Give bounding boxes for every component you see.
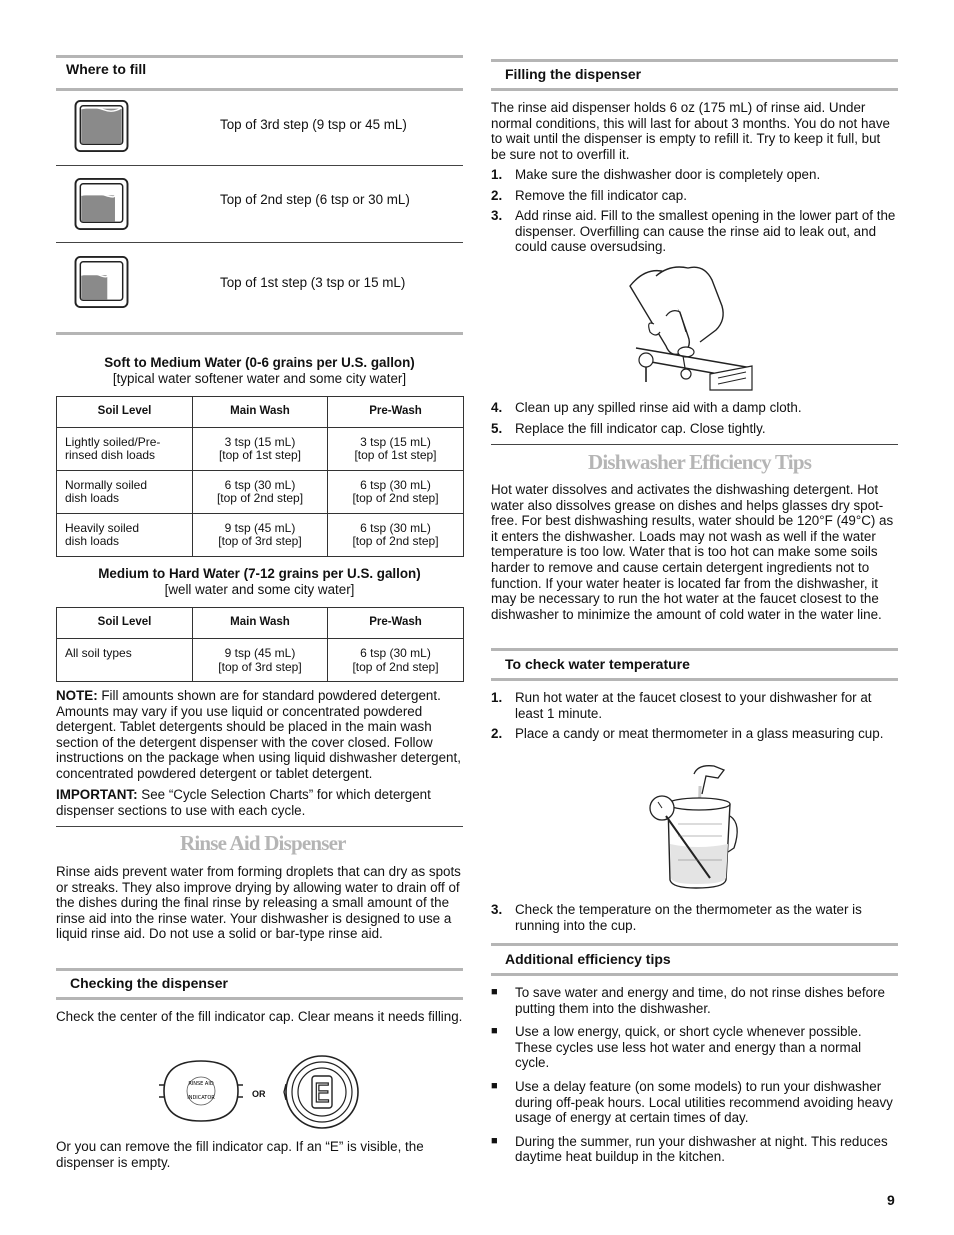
fill-level-label: Top of 3rd step (9 tsp or 45 mL) [220,117,407,132]
list-item [491,726,898,742]
column-header: Main Wash [193,608,328,639]
step-text: Make sure the dishwasher door is completely open. [515,167,821,182]
important-text: See “Cycle Selection Charts” for which detergent dispenser sections to use with each cycle. [56,787,431,818]
bullet-icon: ■ [491,986,498,998]
table-header-row [57,397,464,428]
step-number: 3. [491,902,503,917]
table-cell: 9 tsp (45 mL) [top of 3rd step] [193,639,328,682]
section-top-rule [56,55,463,58]
additional-tips-heading: Additional efficiency tips [505,951,671,967]
heading-rule [56,968,463,971]
temperature-steps-list [491,690,898,747]
page-number: 9 [887,1192,895,1208]
tip-text: Use a delay feature (on some models) to run your dishwasher during off-peak hours. Local utilities recommend avoiding heavy usage of energy at certain times of day. [515,1078,893,1126]
fill-level-label: Top of 2nd step (6 tsp or 30 mL) [220,192,410,207]
list-item [491,1134,898,1165]
step-text: Check the temperature on the thermometer as the water is running into the cup. [515,902,862,933]
tip-text: To save water and energy and time, do not rinse dishes before putting them into the dishwasher. [515,985,885,1016]
important-paragraph [56,787,464,818]
pouring-rinse-aid-illustration [626,262,754,392]
table-cell: Heavily soiled dish loads [57,514,193,557]
svg-text:INDICATOR: INDICATOR [187,1095,215,1101]
table-cell: Normally soiled dish loads [57,471,193,514]
fill-level-row [56,243,463,319]
step-text: Remove the fill indicator cap. [515,187,687,203]
where-to-fill-heading: Where to fill [66,61,147,77]
step-number: 2. [491,726,503,742]
svg-text:RINSE AID: RINSE AID [188,1081,214,1087]
step-number: 4. [491,400,503,415]
step-text: Replace the fill indicator cap. Close tightly. [515,420,766,436]
fill-indicator-cap-icon [156,1055,246,1127]
step-number: 3. [491,208,503,224]
heading-rule [491,943,898,946]
column-header: Main Wash [193,397,328,428]
filling-dispenser-heading: Filling the dispenser [505,66,642,82]
column-header: Soil Level [57,608,193,639]
step-number: 1. [491,167,503,182]
heading-rule [491,973,898,976]
section-divider [491,444,898,445]
table-cell: 6 tsp (30 mL) [top of 2nd step] [328,514,464,557]
heading-rule [56,997,463,1000]
temperature-steps-list-continued [491,902,898,938]
cap-letter: E [313,1079,331,1109]
soft-water-table [56,396,464,557]
soft-water-title: Soft to Medium Water (0-6 grains per U.S. gallon) [104,355,415,370]
table-cell: 3 tsp (15 mL) [top of 1st step] [328,428,464,471]
column-header: Pre-Wash [328,608,464,639]
list-item [491,985,898,1016]
note-text: Fill amounts shown are for standard powdered detergent. Amounts may vary if you use liquid or concentrated powdered detergent. Tablet detergents should be placed in the main wash section of the detergent dispenser with the cover closed. Follow instructions on the package when using liquid dishwasher detergent, concentrated powdered detergent or tablet detergent. [56,688,461,781]
remove-cap-text: Or you can remove the fill indicator cap. If an “E” is visible, the dispenser is empty. [56,1139,424,1170]
column-header: Soil Level [57,397,193,428]
note-label: NOTE: [56,688,98,703]
tip-text: During the summer, run your dishwasher at night. This reduces daytime heat buildup in the kitchen. [515,1133,888,1165]
heading-rule [491,59,898,62]
fill-level-row [56,166,463,242]
rinse-aid-title: Rinse Aid Dispenser [180,831,346,855]
table-cell: 3 tsp (15 mL) [top of 1st step] [193,428,328,471]
list-item [491,690,898,721]
heading-rule [491,678,898,681]
bullet-icon: ■ [491,1079,498,1092]
dispenser-3rd-step-icon [74,100,129,152]
list-item [491,208,898,255]
step-text: Run hot water at the faucet closest to your dishwasher for at least 1 minute. [515,690,872,721]
table-row [57,428,464,471]
efficiency-tips-title: Dishwasher Efficiency Tips [588,450,812,474]
step-number: 5. [491,420,503,436]
table-cell: 6 tsp (30 mL) [top of 2nd step] [328,471,464,514]
step-text: Clean up any spilled rinse aid with a damp cloth. [515,400,802,415]
table-cell: Lightly soiled/Pre- rinsed dish loads [57,428,193,471]
soft-water-subtitle: [typical water softener water and some city water] [112,371,407,386]
measuring-cup-thermometer-illustration [648,764,744,894]
checking-dispenser-heading: Checking the dispenser [70,975,228,991]
checking-text: Check the center of the fill indicator cap. Clear means it needs filling. [56,1009,463,1024]
list-item [491,400,898,416]
list-item [491,421,898,437]
bullet-icon: ■ [491,1025,498,1038]
step-number: 1. [491,690,503,705]
hard-water-title: Medium to Hard Water (7-12 grains per U.S. gallon) [98,566,421,581]
efficiency-intro: Hot water dissolves and activates the dishwashing detergent. Hot water also dissolves grease on dishes and helps glasses dry spot-free. For best dishwashing results, water should be 120°F (49°C) as it enters the dishwasher. Loads may not wash as well if the water temperature is too low. Water that is too hot can make some soils harder to remove and cause certain detergent ingredients not to function. If your water heater is located far from the dishwasher, it may be necessary to run the hot water at the faucet closest to the dishwasher to minimize the amount of cold water in the water line. [491,482,894,622]
table-row [57,639,464,682]
list-item [491,1024,898,1071]
table-cell: 6 tsp (30 mL) [top of 2nd step] [328,639,464,682]
water-temperature-heading: To check water temperature [505,656,690,672]
filling-intro: The rinse aid dispenser holds 6 oz (175 mL) of rinse aid. Under normal conditions, this will last for about 3 months. You do not have to wait until the dispenser is empty to refill it. Try to keep it full, but be sure not to overfill it. [491,100,890,162]
list-item [491,167,898,183]
note-paragraph [56,688,464,782]
section-divider [56,826,463,827]
table-cell: 9 tsp (45 mL) [top of 3rd step] [193,514,328,557]
column-header: Pre-Wash [328,397,464,428]
bullet-icon: ■ [491,1134,498,1147]
table-cell: 6 tsp (30 mL) [top of 2nd step] [193,471,328,514]
or-label: OR [252,1089,266,1099]
important-label: IMPORTANT: [56,787,138,802]
dispenser-1st-step-icon [74,256,129,308]
filling-steps-list [491,167,898,260]
step-number: 2. [491,187,503,203]
list-item [491,1079,898,1126]
list-item [491,188,898,204]
efficiency-tips-list [491,985,898,1173]
filling-steps-list-continued [491,400,898,441]
table-row [57,471,464,514]
tip-text: Use a low energy, quick, or short cycle whenever possible. These cycles use less hot water and energy than a normal cycle. [515,1024,862,1071]
rinse-aid-intro: Rinse aids prevent water from forming droplets that can dry as spots or streaks. They also improve drying by allowing water to drain off of the dishes during the final rinse by releasing a small amount of the rinse aid into the rinse water. Your dishwasher is designed to use a liquid rinse aid. Do not use a solid or bar-type rinse aid. [56,864,461,942]
hard-water-table [56,607,464,682]
fill-level-label: Top of 1st step (3 tsp or 15 mL) [220,275,406,290]
step-text: Place a candy or meat thermometer in a glass measuring cup. [515,726,884,742]
table-cell: All soil types [57,639,193,682]
table-header-row [57,608,464,639]
fill-level-row [56,90,463,166]
dispenser-2nd-step-icon [74,178,129,230]
heading-rule [491,648,898,651]
list-item [491,902,898,933]
table-row [57,514,464,557]
heading-rule [491,88,898,91]
section-bottom-rule [56,332,463,335]
step-text: Add rinse aid. Fill to the smallest opening in the lower part of the dispenser. Overfilling can cause the rinse aid to leak out, and could cause oversudsing. [515,208,896,255]
hard-water-subtitle: [well water and some city water] [164,582,355,597]
dispenser-e-indicator-icon [282,1054,360,1130]
